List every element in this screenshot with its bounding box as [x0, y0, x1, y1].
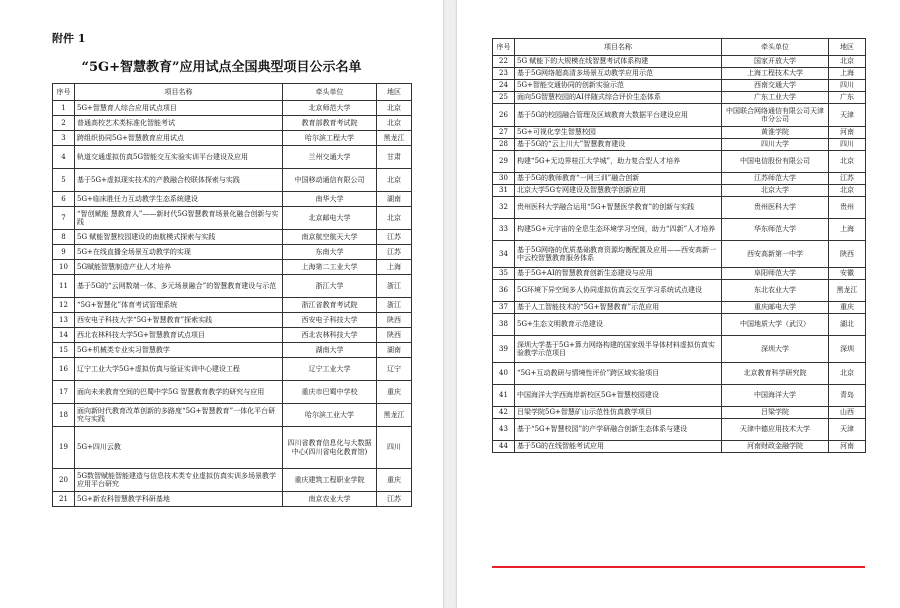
table-row: [53, 404, 412, 427]
region: 安徽: [829, 268, 866, 280]
lead-unit: 中国移动通信有限公司: [283, 169, 377, 192]
table-row: [493, 151, 866, 173]
project-name: 普通高校艺术类标准化智能考试: [75, 116, 283, 131]
table-row: [53, 230, 412, 245]
lead-unit: 南京航空航天大学: [283, 230, 377, 245]
region: 黑龙江: [829, 280, 866, 302]
region: 天津: [829, 419, 866, 441]
lead-unit: 湖南大学: [283, 343, 377, 358]
project-name: 5G+可视化孪生智慧校园: [515, 127, 722, 139]
lead-unit: 浙江省教育考试院: [283, 298, 377, 313]
table-row: [493, 104, 866, 127]
header-project-name: 项目名称: [515, 39, 722, 56]
row-number: 35: [493, 268, 515, 280]
project-name: 北京大学5G专网建设及智慧教学创新应用: [515, 185, 722, 197]
project-name: 5G+新农科智慧教学科研基地: [75, 492, 283, 507]
project-name: 5G环境下异空间多人协同虚拟仿真云交互学习系统试点建设: [515, 280, 722, 302]
lead-unit: 重庆市巴蜀中学校: [283, 381, 377, 404]
row-number: 40: [493, 363, 515, 385]
header-region: 地区: [377, 84, 412, 101]
row-number: 24: [493, 80, 515, 92]
region: 重庆: [829, 302, 866, 314]
lead-unit: 哈尔滨工程大学: [283, 131, 377, 146]
project-name: 基于5G+虚拟现实技术的产教融合校联体探索与实践: [75, 169, 283, 192]
table-row: [493, 92, 866, 104]
region: 湖南: [377, 192, 412, 207]
region: 黑龙江: [377, 404, 412, 427]
lead-unit: 华东师范大学: [722, 219, 829, 241]
project-name: 基于5G网络超高清多场景互动教学应用示范: [515, 68, 722, 80]
region: 河南: [829, 127, 866, 139]
table-row: [53, 260, 412, 275]
project-name: 基于人工智能技术的“5G+智慧教育”示范应用: [515, 302, 722, 314]
table-row: [53, 313, 412, 328]
table-row: [53, 116, 412, 131]
row-number: 28: [493, 139, 515, 151]
document-title: “5G+智慧教育”应用试点全国典型项目公示名单: [81, 60, 362, 75]
row-number: 1: [53, 101, 75, 116]
project-table-left: [52, 83, 412, 507]
project-name: 5G 赋能智慧校园建设的南航模式探索与实践: [75, 230, 283, 245]
project-name: 基于5G的“云网数端一体、多元场景融合”的智慧教育建设与示范: [75, 275, 283, 298]
project-name: 5G+临床胜任力互动教学生态系统建设: [75, 192, 283, 207]
row-number: 31: [493, 185, 515, 197]
row-number: 10: [53, 260, 75, 275]
row-number: 43: [493, 419, 515, 441]
row-number: 3: [53, 131, 75, 146]
region: 河南: [829, 441, 866, 453]
region: 黑龙江: [377, 131, 412, 146]
project-name: 基于“5G+智慧校园”的产学研融合创新生态体系与建设: [515, 419, 722, 441]
lead-unit: 东北农业大学: [722, 280, 829, 302]
lead-unit: 兰州交通大学: [283, 146, 377, 169]
row-number: 11: [53, 275, 75, 298]
table-row: [53, 131, 412, 146]
region: 贵州: [829, 197, 866, 219]
table-row: [493, 363, 866, 385]
lead-unit: 西北农林科技大学: [283, 328, 377, 343]
region: 湖北: [829, 314, 866, 336]
region: 江苏: [377, 230, 412, 245]
row-number: 9: [53, 245, 75, 260]
region: 浙江: [377, 275, 412, 298]
region: 青岛: [829, 385, 866, 407]
project-name: 跨组织协同5G+智慧教育应用试点: [75, 131, 283, 146]
lead-unit: 浙江大学: [283, 275, 377, 298]
row-number: 17: [53, 381, 75, 404]
project-name: 贵州医科大学融合运用“5G+智慧医学教育”的创新与实践: [515, 197, 722, 219]
region: 四川: [829, 80, 866, 92]
table-row: [53, 146, 412, 169]
project-name: 面向新时代教育改革创新的多路度“5G+智慧教育”一体化平台研究与实践: [75, 404, 283, 427]
table-row: [493, 441, 866, 453]
attachment-label: 附件 1: [52, 32, 86, 45]
lead-unit: 四川大学: [722, 139, 829, 151]
table-row: [493, 80, 866, 92]
project-name: 基于5G网络的优质基础教育资源均衡配置及应用——西安高新一中云校智慧教育服务体系: [515, 241, 722, 268]
region: 重庆: [377, 381, 412, 404]
header-lead-unit: 牵头单位: [283, 84, 377, 101]
lead-unit: 西安电子科技大学: [283, 313, 377, 328]
region: 深圳: [829, 336, 866, 363]
project-name: 5G数智赋能智能建造与信息技术类专业虚拟仿真实训多场景教学应用平台研究: [75, 469, 283, 492]
document-page-left: [0, 0, 443, 608]
row-number: 14: [53, 328, 75, 343]
row-number: 21: [53, 492, 75, 507]
lead-unit: 北京师范大学: [283, 101, 377, 116]
table-row: [53, 275, 412, 298]
region: 陕西: [377, 313, 412, 328]
lead-unit: 南京农业大学: [283, 492, 377, 507]
row-number: 7: [53, 207, 75, 230]
row-number: 2: [53, 116, 75, 131]
lead-unit: 上海工程技术大学: [722, 68, 829, 80]
project-name: 中国海洋大学西海岸新校区5G+智慧校园建设: [515, 385, 722, 407]
region: 北京: [377, 101, 412, 116]
lead-unit: 教育部教育考试院: [283, 116, 377, 131]
project-name: 面向5G智慧校园的AI伴随式综合评价生态体系: [515, 92, 722, 104]
table-row: [493, 197, 866, 219]
lead-unit: 中国联合网络通信有限公司天津市分公司: [722, 104, 829, 127]
lead-unit: 中国海洋大学: [722, 385, 829, 407]
region: 北京: [829, 151, 866, 173]
lead-unit: 天津中德应用技术大学: [722, 419, 829, 441]
region: 广东: [829, 92, 866, 104]
region: 江苏: [377, 492, 412, 507]
project-name: 5G+生态文明教育示范建设: [515, 314, 722, 336]
project-name: 5G+四川云教: [75, 427, 283, 469]
row-number: 37: [493, 302, 515, 314]
lead-unit: 四川省教育信息化与大数据中心(四川省电化教育馆): [283, 427, 377, 469]
row-number: 13: [53, 313, 75, 328]
table-row: [493, 241, 866, 268]
region: 天津: [829, 104, 866, 127]
project-name: 深圳大学基于5G+算力网络构建的国家级半导体材料虚拟仿真实验教学示范项目: [515, 336, 722, 363]
lead-unit: 辽宁工业大学: [283, 358, 377, 381]
lead-unit: 河南财政金融学院: [722, 441, 829, 453]
table-row: [493, 139, 866, 151]
row-number: 15: [53, 343, 75, 358]
row-number: 26: [493, 104, 515, 127]
project-name: 面向未来教育空间的巴蜀中学5G 智慧教育教学的研究与应用: [75, 381, 283, 404]
table-row: [53, 169, 412, 192]
lead-unit: 西安高新第一中学: [722, 241, 829, 268]
region: 北京: [377, 169, 412, 192]
table-row: [493, 56, 866, 68]
header-region: 地区: [829, 39, 866, 56]
region: 上海: [377, 260, 412, 275]
row-number: 44: [493, 441, 515, 453]
row-number: 16: [53, 358, 75, 381]
project-name: 5G+智慧育人综合应用试点项目: [75, 101, 283, 116]
table-row: [493, 314, 866, 336]
lead-unit: 北京邮电大学: [283, 207, 377, 230]
table-row: [53, 469, 412, 492]
project-name: 构建5G+元宇宙的全息生态环境学习空间，助力“四新”人才培养: [515, 219, 722, 241]
row-number: 25: [493, 92, 515, 104]
lead-unit: 南华大学: [283, 192, 377, 207]
region: 北京: [829, 56, 866, 68]
region: 上海: [829, 68, 866, 80]
lead-unit: 广东工业大学: [722, 92, 829, 104]
project-table-right: [492, 38, 866, 453]
table-row: [493, 302, 866, 314]
region: 江苏: [829, 173, 866, 185]
document-page-right: [457, 0, 900, 608]
lead-unit: 国家开放大学: [722, 56, 829, 68]
row-number: 36: [493, 280, 515, 302]
region: 北京: [377, 207, 412, 230]
table-row: [493, 280, 866, 302]
project-name: 基于5G的“云上川大”智慧教育建设: [515, 139, 722, 151]
row-number: 18: [53, 404, 75, 427]
project-name: “5G+智慧化”体育考试管理系统: [75, 298, 283, 313]
row-number: 12: [53, 298, 75, 313]
table-header-row: [493, 39, 866, 56]
header-no: 序号: [493, 39, 515, 56]
table-row: [53, 343, 412, 358]
project-name: 5G+智能交通协同的创新实验示范: [515, 80, 722, 92]
region: 山西: [829, 407, 866, 419]
table-row: [53, 101, 412, 116]
header-lead-unit: 牵头单位: [722, 39, 829, 56]
region: 甘肃: [377, 146, 412, 169]
lead-unit: 西南交通大学: [722, 80, 829, 92]
region: 上海: [829, 219, 866, 241]
project-name: “5G+互动教研与情境性评价”跨区域实验项目: [515, 363, 722, 385]
table-row: [53, 328, 412, 343]
row-number: 38: [493, 314, 515, 336]
row-number: 33: [493, 219, 515, 241]
row-number: 32: [493, 197, 515, 219]
project-name: 西安电子科技大学“5G+智慧教育”探索实践: [75, 313, 283, 328]
project-name: 吕梁学院5G+智慧矿山示范性仿真教学项目: [515, 407, 722, 419]
highlight-underline: [492, 566, 865, 568]
row-number: 20: [53, 469, 75, 492]
region: 重庆: [377, 469, 412, 492]
table-header-row: [53, 84, 412, 101]
header-no: 序号: [53, 84, 75, 101]
lead-unit: 东南大学: [283, 245, 377, 260]
lead-unit: 中国地质大学（武汉）: [722, 314, 829, 336]
header-project-name: 项目名称: [75, 84, 283, 101]
region: 辽宁: [377, 358, 412, 381]
project-name: 5G+在线直播全场景互动教学的实现: [75, 245, 283, 260]
row-number: 23: [493, 68, 515, 80]
row-number: 8: [53, 230, 75, 245]
lead-unit: 重庆建筑工程职业学院: [283, 469, 377, 492]
table-row: [53, 245, 412, 260]
region: 浙江: [377, 298, 412, 313]
lead-unit: 深圳大学: [722, 336, 829, 363]
table-row: [493, 185, 866, 197]
row-number: 34: [493, 241, 515, 268]
table-row: [53, 207, 412, 230]
project-name: 基于5G的在线智能考试应用: [515, 441, 722, 453]
project-name: 轨道交通虚拟仿真5G智能交互实验实训平台建设及应用: [75, 146, 283, 169]
lead-unit: 贵州医科大学: [722, 197, 829, 219]
region: 江苏: [377, 245, 412, 260]
table-row: [493, 419, 866, 441]
row-number: 29: [493, 151, 515, 173]
row-number: 39: [493, 336, 515, 363]
row-number: 42: [493, 407, 515, 419]
region: 北京: [829, 185, 866, 197]
table-row: [53, 192, 412, 207]
lead-unit: 黄淮学院: [722, 127, 829, 139]
region: 陕西: [829, 241, 866, 268]
table-row: [493, 336, 866, 363]
project-name: 西北农林科技大学5G+智慧教育试点项目: [75, 328, 283, 343]
row-number: 6: [53, 192, 75, 207]
project-name: 构建“5G+无边界桂江大学城”，助力复合型人才培养: [515, 151, 722, 173]
lead-unit: 阜阳师范大学: [722, 268, 829, 280]
region: 四川: [377, 427, 412, 469]
table-row: [53, 381, 412, 404]
table-row: [493, 68, 866, 80]
lead-unit: 上海第二工业大学: [283, 260, 377, 275]
lead-unit: 中国电信股份有限公司: [722, 151, 829, 173]
table-row: [493, 268, 866, 280]
project-name: 5G赋能智慧制造产业人才培养: [75, 260, 283, 275]
region: 陕西: [377, 328, 412, 343]
region: 北京: [829, 363, 866, 385]
row-number: 4: [53, 146, 75, 169]
row-number: 27: [493, 127, 515, 139]
project-name: 5G+机械类专业实习智慧教学: [75, 343, 283, 358]
table-row: [53, 492, 412, 507]
project-name: 基于5G的校园融合管理及区域教育大数据平台建设应用: [515, 104, 722, 127]
row-number: 5: [53, 169, 75, 192]
row-number: 30: [493, 173, 515, 185]
project-name: 辽宁工业大学5G+虚拟仿真与验证实训中心建设工程: [75, 358, 283, 381]
table-row: [493, 173, 866, 185]
table-row: [493, 407, 866, 419]
row-number: 41: [493, 385, 515, 407]
lead-unit: 江苏师范大学: [722, 173, 829, 185]
project-name: “智创赋能 慧教育人”——新时代5G智慧教育场景化融合创新与实践: [75, 207, 283, 230]
table-row: [493, 127, 866, 139]
table-row: [493, 385, 866, 407]
project-name: 基于5G+AI的智慧教育创新生态建设与应用: [515, 268, 722, 280]
region: 四川: [829, 139, 866, 151]
region: 北京: [377, 116, 412, 131]
lead-unit: 吕梁学院: [722, 407, 829, 419]
region: 湖南: [377, 343, 412, 358]
table-row: [53, 358, 412, 381]
lead-unit: 重庆邮电大学: [722, 302, 829, 314]
project-name: 基于5G的教师教育“一网三训”融合创新: [515, 173, 722, 185]
lead-unit: 哈尔滨工业大学: [283, 404, 377, 427]
table-row: [53, 298, 412, 313]
lead-unit: 北京大学: [722, 185, 829, 197]
table-row: [53, 427, 412, 469]
lead-unit: 北京教育科学研究院: [722, 363, 829, 385]
table-row: [493, 219, 866, 241]
row-number: 19: [53, 427, 75, 469]
row-number: 22: [493, 56, 515, 68]
project-name: 5G 赋能下的大规模在线智慧考试体系构建: [515, 56, 722, 68]
